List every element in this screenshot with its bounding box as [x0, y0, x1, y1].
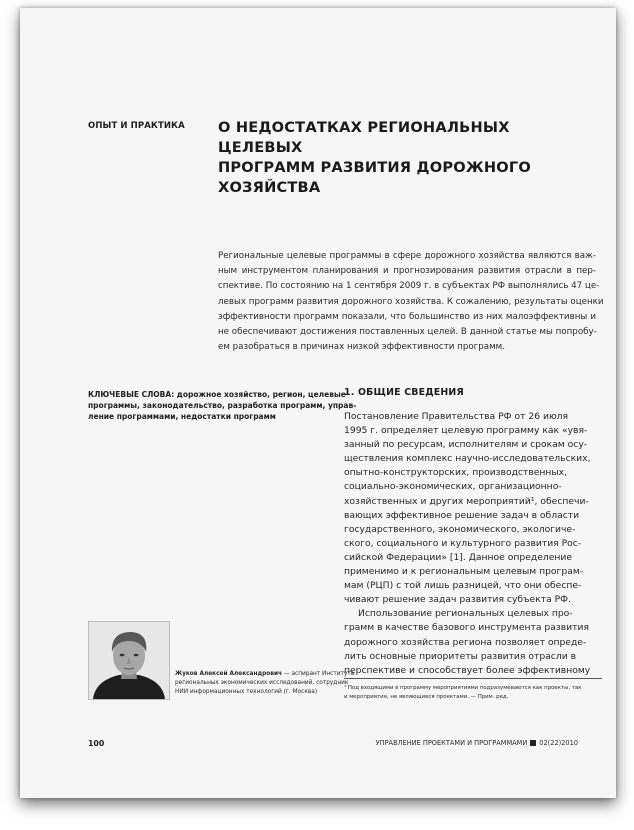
abstract-line: спективе. По состоянию на 1 сентября 2009 г. в субъектах РФ выполнялись 47 це-	[218, 281, 600, 292]
keywords-line: программы, законодательство, разработка программ, управ-	[88, 401, 357, 410]
body-line: хозяйственных и других мероприятий¹, обеспечи-	[344, 495, 589, 507]
footnote-divider	[344, 678, 602, 679]
body-line: дорожного хозяйства региона позволяет опреде-	[344, 636, 587, 648]
abstract-line: ным инструментом планирования и прогнозирования развития отрасли в пер-	[218, 266, 596, 277]
author-info	[175, 670, 355, 697]
body-line: опытно-конструкторских, производственных,	[344, 467, 568, 479]
section-label: ОПЫТ И ПРАКТИКА	[88, 121, 185, 131]
body-line: грамм в качестве базового инструмента развития	[344, 622, 589, 634]
body-line: занный по ресурсам, исполнителям и срокам осу-	[344, 439, 588, 451]
footnote	[344, 684, 604, 702]
abstract-line: эффективности программ показали, что большинство из них малоэффективны и	[218, 311, 596, 322]
body-line: мам (РЦП) с той лишь разницей, что они обеспе-	[344, 580, 582, 592]
journal-footer	[376, 739, 578, 747]
abstract	[218, 249, 604, 355]
body-line: социально-экономических, организационно-	[344, 481, 562, 493]
footnote-line: ¹ Под входящими в программу мероприятиями подразумеваются как проекты, так	[344, 685, 582, 691]
body-line: применимо и к региональным целевым програм-	[344, 566, 584, 578]
author-role: — аспирант Института	[282, 671, 355, 677]
body-line: чивают решение задач развития субъекта РФ.	[344, 594, 572, 606]
abstract-line: ем разобраться в причинах низкой эффективности программ.	[218, 342, 505, 353]
article-title	[218, 118, 598, 198]
body-line: Использование региональных целевых про-	[358, 608, 573, 620]
author-line: региональных экономических исследований, сотрудник	[175, 680, 349, 686]
title-line: ПРОГРАММ РАЗВИТИЯ ДОРОЖНОГО	[218, 159, 532, 176]
body-line: ществления комплекс научно-исследовательских,	[344, 453, 591, 465]
footnote-line: и мероприятия, не являющиеся проектами. — Прим. ред.	[344, 694, 509, 700]
keywords	[88, 389, 357, 422]
body-line: Постановление Правительства РФ от 26 июля	[344, 411, 569, 422]
author-line	[175, 670, 355, 679]
keywords-line: ление программами, недостатки программ	[88, 412, 276, 421]
body-line: сийской Федерации» [1]. Данное определение	[344, 551, 573, 563]
page-number: 100	[88, 739, 105, 748]
body-line: государственного, экономического, экологиче-	[344, 523, 576, 535]
section-heading: 1. ОБЩИЕ СВЕДЕНИЯ	[344, 387, 464, 398]
body-line: вающих эффективное решение задач в области	[344, 509, 580, 521]
author-portrait	[89, 622, 169, 699]
body-line: перспективе и способствует более эффективному	[344, 664, 591, 676]
author-line: НИИ информационных технологий (г. Москва)	[175, 689, 318, 695]
body-line: 1995 г. определяет целевую программу как «увя-	[344, 425, 588, 437]
title-line: ХОЗЯЙСТВА	[218, 179, 321, 196]
body-line: лить основные приоритеты развития отрасли в	[344, 650, 577, 662]
author-photo	[88, 621, 170, 700]
title-line: О НЕДОСТАТКАХ РЕГИОНАЛЬНЫХ ЦЕЛЕВЫХ	[218, 119, 510, 156]
square-bullet-icon	[530, 740, 536, 746]
journal-name: УПРАВЛЕНИЕ ПРОЕКТАМИ И ПРОГРАММАМИ	[375, 739, 528, 747]
abstract-line: Региональные целевые программы в сфере дорожного хозяйства являются важ-	[218, 251, 596, 261]
keywords-line: КЛЮЧЕВЫЕ СЛОВА: дорожное хозяйство, регион, целевые	[88, 390, 346, 399]
journal-issue: 02(22)2010	[539, 739, 578, 747]
abstract-line: не обеспечивают достижения поставленных целей. В данной статье мы попробу-	[218, 327, 597, 338]
body-text	[344, 410, 602, 678]
author-name: Жуков Алексей Александрович	[175, 671, 282, 677]
abstract-line: левых программ развития дорожного хозяйства. К сожалению, результаты оценки	[218, 296, 604, 307]
journal-page	[20, 8, 616, 798]
body-line: ского, социального и культурного развития Рос-	[344, 537, 582, 549]
